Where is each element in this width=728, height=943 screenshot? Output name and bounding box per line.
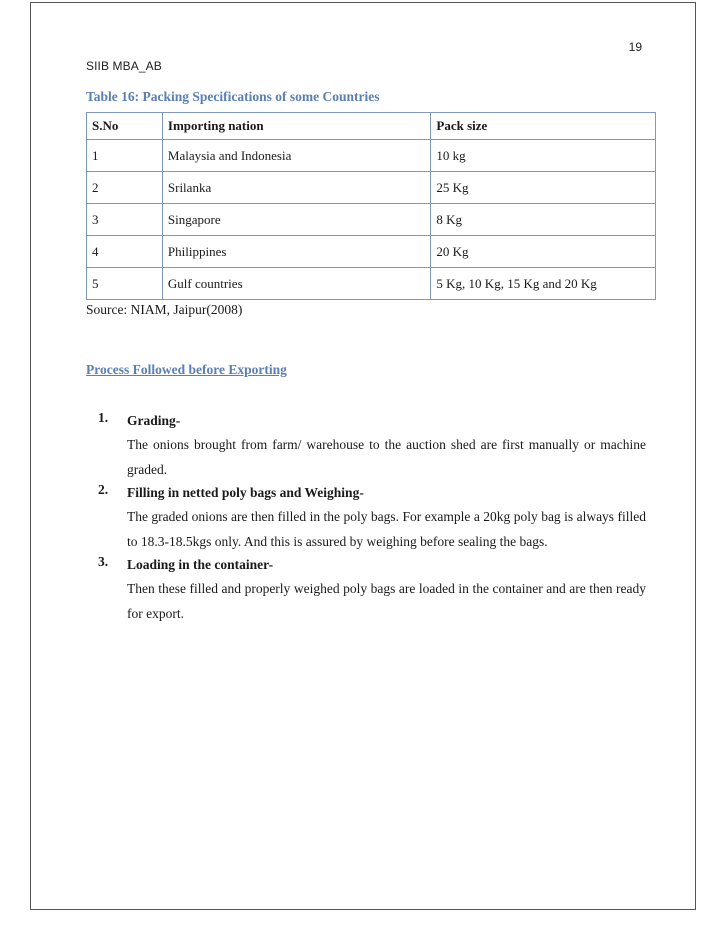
list-item (86, 554, 646, 626)
cell-pack-size: 5 Kg, 10 Kg, 15 Kg and 20 Kg (431, 268, 656, 300)
cell-nation: Philippines (162, 236, 431, 268)
step-title: Loading in the container- (127, 557, 274, 572)
cell-nation: Malaysia and Indonesia (162, 140, 431, 172)
step-title: Grading- (127, 413, 181, 428)
step-text: The graded onions are then filled in the poly bags. For example a 20kg poly bag is always filled to 18.3-18.5kgs only. And this is assured by weighing before sealing the bags. (127, 509, 646, 549)
column-header-nation: Importing nation (162, 113, 431, 140)
cell-sno: 3 (87, 204, 163, 236)
column-header-pack-size: Pack size (431, 113, 656, 140)
table-row (87, 204, 656, 236)
step-number: 2. (98, 482, 109, 497)
cell-sno: 5 (87, 268, 163, 300)
cell-pack-size: 8 Kg (431, 204, 656, 236)
cell-pack-size: 10 kg (431, 140, 656, 172)
packing-spec-table (86, 112, 656, 300)
column-header-sno: S.No (87, 113, 163, 140)
table-row (87, 268, 656, 300)
cell-sno: 2 (87, 172, 163, 204)
table-row (87, 236, 656, 268)
cell-nation: Gulf countries (162, 268, 431, 300)
section-title: Process Followed before Exporting (86, 362, 287, 377)
cell-sno: 1 (87, 140, 163, 172)
table-source: Source: NIAM, Jaipur(2008) (86, 302, 243, 317)
step-text: The onions brought from farm/ warehouse to the auction shed are first manually or machine graded. (127, 437, 646, 477)
list-item (86, 410, 646, 482)
step-text: Then these filled and properly weighed poly bags are loaded in the container and are then ready for export. (127, 581, 646, 621)
table-row (87, 140, 656, 172)
cell-sno: 4 (87, 236, 163, 268)
cell-nation: Singapore (162, 204, 431, 236)
step-number: 3. (98, 554, 109, 569)
running-header: SIIB MBA_AB (86, 59, 162, 73)
list-item (86, 482, 646, 554)
table-row (87, 172, 656, 204)
table-caption: Table 16: Packing Specifications of some Countries (86, 89, 380, 104)
cell-nation: Srilanka (162, 172, 431, 204)
page-number: 19 (628, 40, 642, 54)
cell-pack-size: 20 Kg (431, 236, 656, 268)
cell-pack-size: 25 Kg (431, 172, 656, 204)
process-steps-list (86, 410, 646, 626)
step-number: 1. (98, 410, 109, 425)
step-title: Filling in netted poly bags and Weighing- (127, 485, 364, 500)
table-header-row (87, 113, 656, 140)
